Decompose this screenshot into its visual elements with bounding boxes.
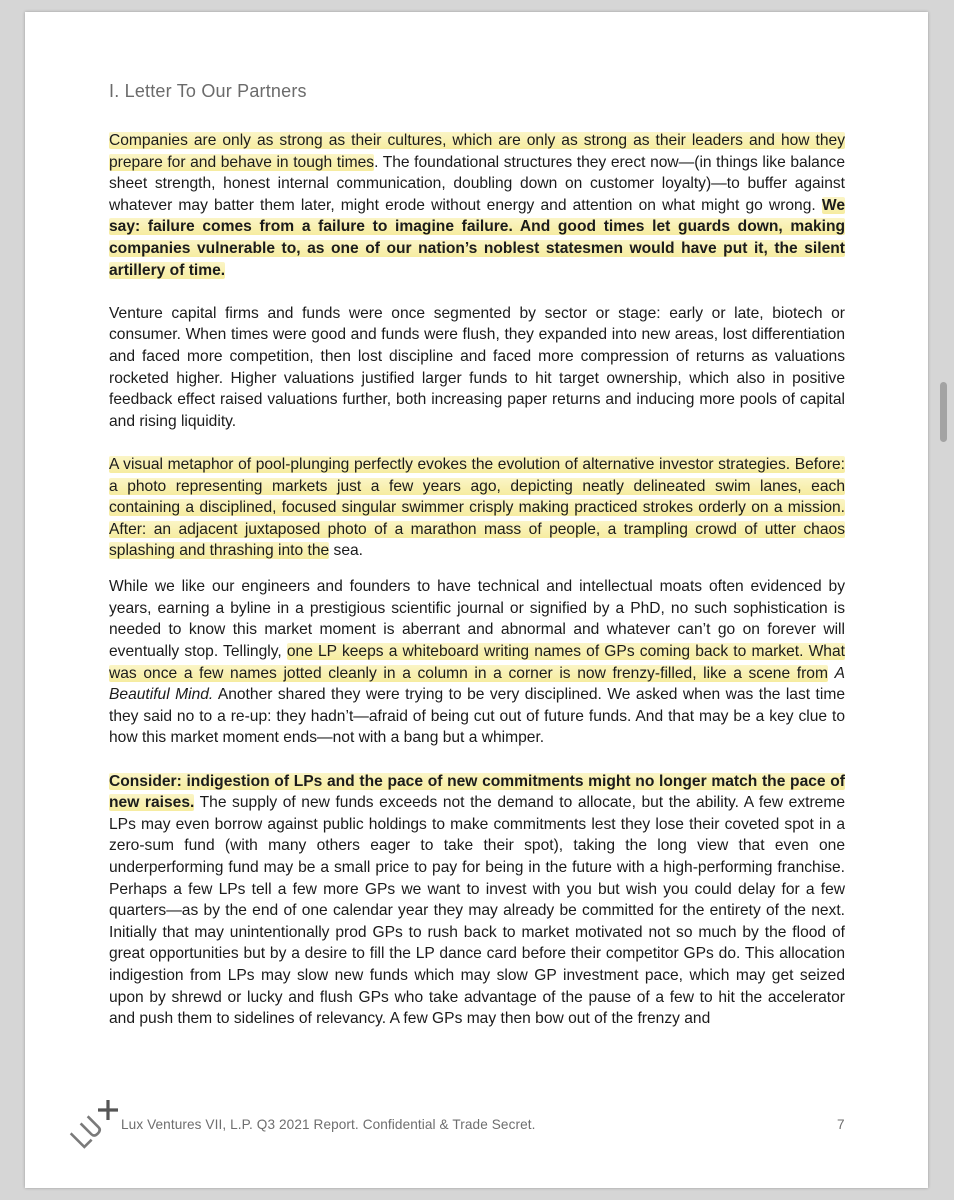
text-run: We say: failure comes from a failure to imagine failure. And good times let guards down, making companies vulnerable to, as one of our nation’s noblest statesmen would have put it, the silent artillery of time. xyxy=(109,196,845,279)
section-heading: I. Letter To Our Partners xyxy=(109,81,307,101)
text-run: one LP keeps a whiteboard writing names of GPs coming back to market. What was once a few names jotted cleanly in a column in a corner is now frenzy-filled, like a scene from xyxy=(109,643,845,682)
footer-confidentiality-text: Lux Ventures VII, L.P. Q3 2021 Report. Confidential & Trade Secret. xyxy=(121,1117,536,1132)
lux-logo-icon xyxy=(68,1094,124,1150)
text-run: The supply of new funds exceeds not the demand to allocate, but the ability. A few extreme LPs may even borrow against public holdings to make commitments lest they lose their coveted spot in a zero-sum fund (with many others eager to take their spot), taking the long view that even one underperforming fund may be a small price to pay for being in the future with a high-performing franchise. Perhaps a few LPs tell a few more GPs we want to invest with you but wish you could delay for a few quarters—as by the end of one calendar year they may already be committed for the entirety of the next. Initially that may unintentionally prod GPs to rush back to market motivated not so much by the flood of great opportunities but by a desire to fill the LP dance card before their competitor GPs do. This allocation indigestion from LPs may slow new funds which may slow GP investment pace, which may get seized upon by shrewd or lucky and flush GPs who take advantage of the pause of a few to hit the accelerator and push them to sidelines of relevancy. A few GPs may then bow out of the frenzy and xyxy=(109,794,845,1028)
paragraph-3 xyxy=(109,454,845,562)
text-run: Another shared they were trying to be very disciplined. We asked when was the last time they said no to a re-up: they hadn’t—afraid of being cut out of future funds. And that may be a key clue to how this market moment ends—not with a bang but a whimper. xyxy=(109,686,845,747)
page-number: 7 xyxy=(837,1117,845,1132)
paragraph-4 xyxy=(109,576,845,749)
text-run: Venture capital firms and funds were once segmented by sector or stage: early or late, biotech or consumer. When times were good and funds were flush, they expanded into new areas, lost differentiation and faced more competition, then lost discipline and faced more compression of returns as valuations rocketed higher. Higher valuations justified larger funds to hit target ownership, which also in positive feedback effect raised valuations further, both increasing paper returns and inducing more pools of capital and rising liquidity. xyxy=(109,304,845,430)
text-run: A Beautiful Mind. xyxy=(109,664,845,704)
text-run: A visual metaphor of pool-plunging perfectly evokes the evolution of alternative investor strategies. Before: a photo representing markets just a few years ago, depicting neatly delineated swim lanes, each containing a disciplined, focused singular swimmer crisply making practiced strokes orderly on a mission. After: an adjacent juxtaposed photo of a marathon mass of people, a trampling crowd of utter chaos splashing and thrashing into the xyxy=(109,455,845,560)
paragraph-2 xyxy=(109,303,845,433)
paragraph-5 xyxy=(109,771,845,1030)
vertical-scrollbar-thumb[interactable] xyxy=(940,382,947,442)
text-run: While we like our engineers and founders to have technical and intellectual moats often evidenced by years, earning a byline in a prestigious scientific journal or signified by a PhD, no such sophistication is needed to know this market moment is aberrant and abnormal and whatever can’t go on forever will eventually stop. Tellingly, xyxy=(109,578,845,661)
text-run: sea. xyxy=(329,542,364,560)
text-run: . The foundational structures they erect now—(in things like balance sheet strength, honest internal communication, doubling down on customer loyalty)—to buffer against whatever may batter them later, might erode without energy and attention on what might go wrong. xyxy=(109,153,845,214)
text-run xyxy=(828,665,835,682)
letter-body xyxy=(109,130,845,1051)
paragraph-1 xyxy=(109,130,845,281)
text-run: Companies are only as strong as their cultures, which are only as strong as their leaders and how they prepare for and behave in tough times xyxy=(109,132,845,171)
text-run: Consider: indigestion of LPs and the pace of new commitments might no longer match the pace of new raises. xyxy=(109,772,845,812)
